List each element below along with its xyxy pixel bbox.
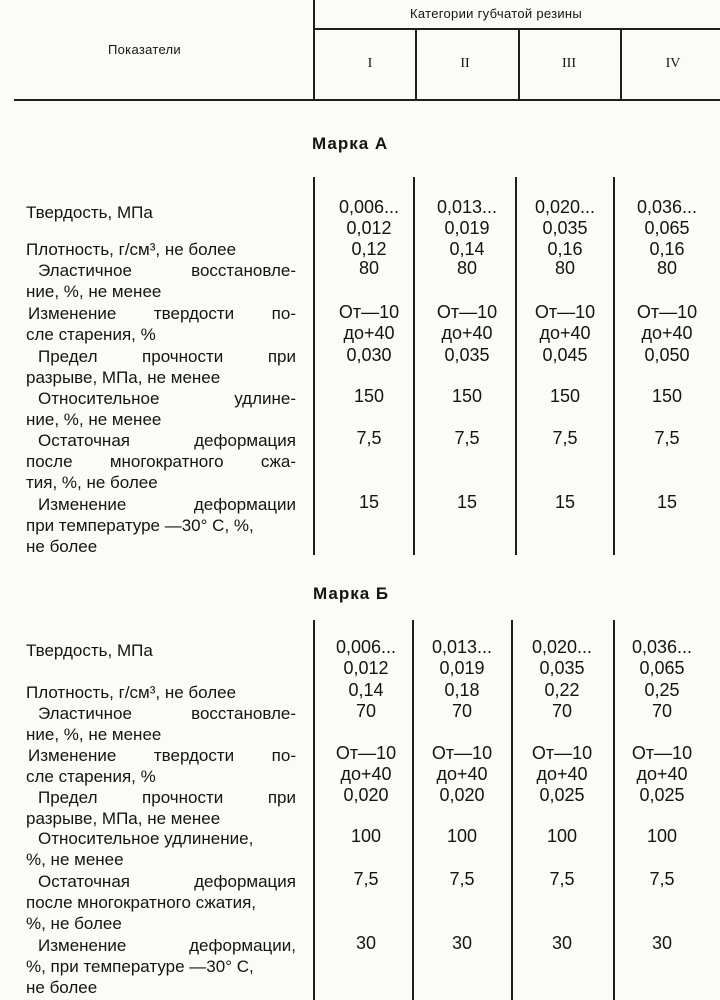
value-deformation-change-b-4: 30	[651, 933, 673, 953]
value-hardness-change-a-1: От—10 до+40	[338, 302, 400, 343]
value-tensile-strength-b-2: 0,020	[439, 785, 485, 805]
value-tensile-strength-a-4: 0,050	[644, 345, 690, 365]
value-elastic-recovery-a-1: 80	[358, 258, 380, 278]
value-hardness-b-4: 0,036... 0,065	[631, 637, 693, 678]
value-hardness-change-a-4: От—10 до+40	[636, 302, 698, 343]
value-hardness-a-4: 0,036... 0,065	[636, 197, 698, 238]
row-label-density-a: Плотность, г/см³, не более	[26, 240, 237, 259]
row-label-deformation-change-b: Изменение деформации, %, при температуре —30° С, не более	[26, 936, 296, 997]
row-label-elastic-recovery-a: Эластичное восстановле- ние, %, не менее	[26, 261, 296, 301]
value-hardness-change-b-3: От—10 до+40	[531, 743, 593, 784]
value-hardness-change-b-2: От—10 до+40	[431, 743, 493, 784]
category-label-i: I	[367, 56, 373, 71]
row-label-residual-deformation-b: Остаточная деформация после многократного сжатия, %, не более	[26, 872, 296, 933]
value-deformation-change-a-1: 15	[358, 492, 380, 512]
value-elongation-b-4: 100	[646, 826, 678, 846]
value-elongation-a-2: 150	[451, 386, 483, 406]
section-title-marka-b: Марка Б	[313, 584, 390, 603]
categories-header-rule	[314, 28, 720, 30]
value-elongation-b-2: 100	[446, 826, 478, 846]
value-deformation-change-a-4: 15	[656, 492, 678, 512]
row-label-elongation-a: Относительное удлине- ние, %, не менее	[26, 389, 296, 429]
row-label-tensile-strength-b: Предел прочности при разрыве, МПа, не менее	[26, 788, 296, 828]
value-residual-deformation-b-1: 7,5	[353, 869, 379, 889]
value-hardness-a-3: 0,020... 0,035	[534, 197, 596, 238]
value-elongation-a-4: 150	[651, 386, 683, 406]
categories-group-header: Категории губчатой резины	[410, 6, 583, 21]
header-main-divider	[313, 0, 315, 100]
section-title-marka-a: Марка А	[312, 134, 389, 153]
value-density-b-4: 0,25	[644, 680, 680, 700]
category-label-iii: III	[562, 56, 576, 71]
row-label-elongation-b: Относительное удлинение, %, не менее	[26, 829, 254, 869]
category-label-iv: IV	[665, 56, 681, 71]
value-elastic-recovery-a-3: 80	[554, 258, 576, 278]
value-residual-deformation-b-4: 7,5	[649, 869, 675, 889]
value-elastic-recovery-b-4: 70	[651, 701, 673, 721]
value-elastic-recovery-b-3: 70	[551, 701, 573, 721]
value-elongation-b-3: 100	[546, 826, 578, 846]
header-divider-1	[415, 29, 417, 100]
header-divider-2	[518, 29, 520, 100]
value-residual-deformation-a-2: 7,5	[454, 428, 480, 448]
value-density-b-3: 0,22	[544, 680, 580, 700]
value-density-a-4: 0,16	[649, 239, 685, 259]
row-label-residual-deformation-a: Остаточная деформация после многократного сжа- тия, %, не более	[26, 431, 296, 492]
value-deformation-change-b-1: 30	[355, 933, 377, 953]
row-label-hardness-b: Твердость, МПа	[26, 641, 153, 660]
section-a-divider-1	[313, 177, 315, 555]
value-tensile-strength-a-3: 0,045	[542, 345, 588, 365]
value-deformation-change-b-3: 30	[551, 933, 573, 953]
header-divider-3	[620, 29, 622, 100]
value-residual-deformation-b-2: 7,5	[449, 869, 475, 889]
value-elastic-recovery-b-2: 70	[451, 701, 473, 721]
value-residual-deformation-a-4: 7,5	[654, 428, 680, 448]
row-label-hardness-a: Твердость, МПа	[26, 203, 153, 222]
header-bottom-rule	[14, 99, 720, 101]
value-density-b-2: 0,18	[444, 680, 480, 700]
value-elongation-a-1: 150	[353, 386, 385, 406]
value-deformation-change-a-2: 15	[456, 492, 478, 512]
value-density-a-3: 0,16	[547, 239, 583, 259]
value-residual-deformation-a-3: 7,5	[552, 428, 578, 448]
value-hardness-a-1: 0,006... 0,012	[338, 197, 400, 238]
value-elongation-a-3: 150	[549, 386, 581, 406]
value-tensile-strength-b-1: 0,020	[343, 785, 389, 805]
value-hardness-change-b-1: От—10 до+40	[335, 743, 397, 784]
value-density-b-1: 0,14	[348, 680, 384, 700]
row-label-hardness-change-b: Изменение твердости по- сле старения, %	[26, 746, 296, 786]
value-elongation-b-1: 100	[350, 826, 382, 846]
value-hardness-b-1: 0,006... 0,012	[335, 637, 397, 678]
value-elastic-recovery-a-4: 80	[656, 258, 678, 278]
value-density-a-1: 0,12	[351, 239, 387, 259]
row-label-deformation-change-a: Изменение деформации при температуре —30° С, %, не более	[26, 495, 296, 556]
row-label-density-b: Плотность, г/см³, не более	[26, 683, 237, 702]
row-label-hardness-change-a: Изменение твердости по- сле старения, %	[26, 304, 296, 344]
value-hardness-b-3: 0,020... 0,035	[531, 637, 593, 678]
value-hardness-b-2: 0,013... 0,019	[431, 637, 493, 678]
value-tensile-strength-a-1: 0,030	[346, 345, 392, 365]
value-hardness-change-a-3: От—10 до+40	[534, 302, 596, 343]
value-residual-deformation-b-3: 7,5	[549, 869, 575, 889]
value-hardness-a-2: 0,013... 0,019	[436, 197, 498, 238]
category-label-ii: II	[460, 56, 470, 71]
row-label-elastic-recovery-b: Эластичное восстановле- ние, %, не менее	[26, 704, 296, 744]
value-tensile-strength-b-3: 0,025	[539, 785, 585, 805]
value-elastic-recovery-a-2: 80	[456, 258, 478, 278]
value-tensile-strength-b-4: 0,025	[639, 785, 685, 805]
value-deformation-change-b-2: 30	[451, 933, 473, 953]
value-hardness-change-a-2: От—10 до+40	[436, 302, 498, 343]
value-residual-deformation-a-1: 7,5	[356, 428, 382, 448]
value-density-a-2: 0,14	[449, 239, 485, 259]
row-label-tensile-strength-a: Предел прочности при разрыве, МПа, не менее	[26, 347, 296, 387]
value-tensile-strength-a-2: 0,035	[444, 345, 490, 365]
value-deformation-change-a-3: 15	[554, 492, 576, 512]
value-elastic-recovery-b-1: 70	[355, 701, 377, 721]
value-hardness-change-b-4: От—10 до+40	[631, 743, 693, 784]
indicator-column-header: Показатели	[108, 42, 181, 57]
section-b-divider-1	[313, 620, 315, 1000]
